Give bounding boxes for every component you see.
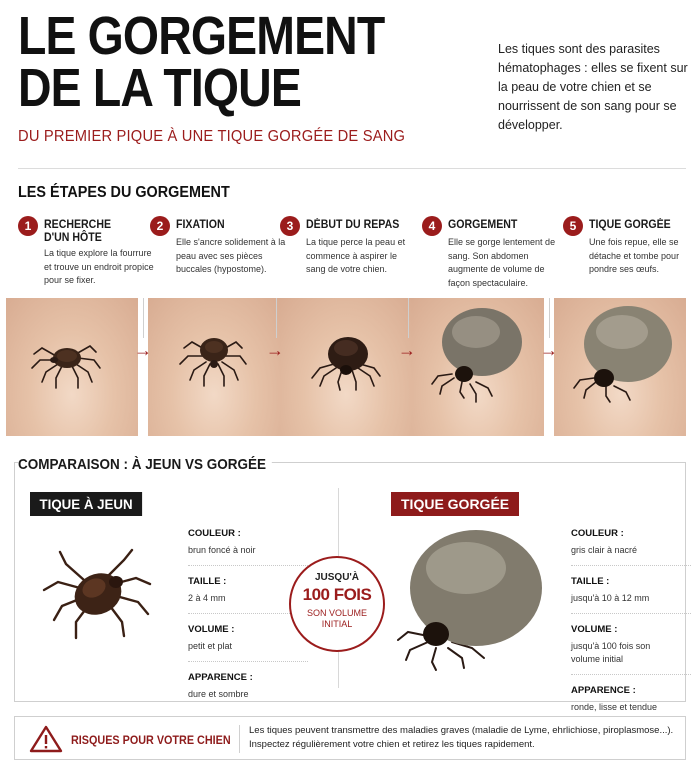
fasting-tick-image bbox=[36, 540, 166, 650]
spec-volume bbox=[571, 624, 691, 675]
volume-circle bbox=[289, 556, 385, 652]
steps-title: LES ÉTAPES DU GORGEMENT bbox=[18, 184, 230, 201]
spec-value: brun foncé à noir bbox=[188, 545, 256, 555]
spec-label: COULEUR : bbox=[188, 528, 241, 539]
spec-volume bbox=[188, 624, 308, 662]
step-description: Elle s'ancre solidement à la peau avec ses pièces buccales (hypostome). bbox=[176, 237, 286, 274]
spec-value: 2 à 4 mm bbox=[188, 593, 226, 603]
divider bbox=[18, 168, 686, 169]
step-4 bbox=[422, 214, 556, 290]
spec-label: VOLUME : bbox=[188, 624, 235, 635]
step-description: La tique perce la peau et commence à aspirer le sang de votre chien. bbox=[306, 237, 406, 274]
spec-value: dure et sombre bbox=[188, 689, 249, 699]
step-description: Elle se gorge lentement de sang. Son abdomen augmente de volume de façon spectaculaire. bbox=[448, 237, 556, 288]
arrow-right-icon: → bbox=[398, 340, 416, 360]
step-number: 1 bbox=[18, 216, 38, 236]
fasting-badge: TIQUE À JEUN bbox=[30, 492, 142, 516]
circle-line-1: JUSQU'À bbox=[314, 572, 360, 583]
intro-text: Les tiques sont des parasites hématophages : elles se fixent sur la peau de votre chien et se nourrissent de son sang pour se développer. bbox=[498, 42, 688, 132]
step-description: La tique explore la fourrure et trouve un endroit propice pour se fixer. bbox=[44, 248, 154, 285]
separator bbox=[408, 298, 409, 338]
step-title bbox=[44, 214, 140, 245]
step-title-line: D'UN HÔTE bbox=[44, 232, 102, 244]
spec-color bbox=[571, 528, 691, 566]
step-4-photo bbox=[412, 298, 544, 436]
separator bbox=[276, 298, 277, 338]
step-1 bbox=[18, 214, 154, 288]
spec-value: petit et plat bbox=[188, 641, 233, 651]
spec-appearance bbox=[188, 672, 308, 709]
step-2-photo bbox=[148, 298, 280, 436]
spec-value: jusqu'à 100 fois son volume initial bbox=[571, 641, 651, 664]
step-1-photo bbox=[6, 298, 138, 436]
step-5 bbox=[563, 214, 693, 277]
step-3 bbox=[280, 214, 410, 277]
step-number: 3 bbox=[280, 216, 300, 236]
step-description: Une fois repue, elle se détache et tombe pour pondre ses œufs. bbox=[589, 237, 680, 274]
spec-label: VOLUME : bbox=[571, 624, 618, 635]
comparison-title: COMPARAISON : À JEUN VS GORGÉE bbox=[18, 456, 271, 473]
step-2 bbox=[150, 214, 286, 277]
engorged-badge: TIQUE GORGÉE bbox=[391, 492, 519, 516]
page-subtitle: DU PREMIER PIQUE À UNE TIQUE GORGÉE DE SANG bbox=[18, 128, 406, 145]
risk-title: RISQUES POUR VOTRE CHIEN bbox=[71, 733, 231, 747]
arrow-right-icon: → bbox=[134, 340, 152, 360]
page-title bbox=[18, 6, 448, 118]
step-number: 5 bbox=[563, 216, 583, 236]
title-line-1: LE GORGEMENT bbox=[18, 6, 385, 66]
step-title: TIQUE GORGÉE bbox=[589, 219, 671, 231]
spec-size bbox=[571, 576, 691, 614]
circle-line-3: SON VOLUME INITIAL bbox=[306, 608, 367, 629]
spec-value: ronde, lisse et tendue bbox=[571, 702, 658, 712]
arrow-right-icon: → bbox=[266, 340, 284, 360]
engorged-specs bbox=[571, 528, 691, 732]
engorged-tick-image bbox=[392, 524, 548, 674]
step-title: FIXATION bbox=[176, 219, 225, 231]
header bbox=[18, 6, 448, 146]
step-5-photo bbox=[554, 298, 686, 436]
spec-label: APPARENCE : bbox=[571, 685, 636, 696]
step-number: 4 bbox=[422, 216, 442, 236]
circle-line-2: 100 FOIS bbox=[302, 585, 372, 604]
spec-label: COULEUR : bbox=[571, 528, 624, 539]
spec-label: APPARENCE : bbox=[188, 672, 253, 683]
fasting-specs bbox=[188, 528, 308, 719]
title-line-2: DE LA TIQUE bbox=[18, 58, 301, 118]
step-title-line: RECHERCHE bbox=[44, 219, 112, 231]
spec-label: TAILLE : bbox=[188, 576, 227, 587]
risk-text: Les tiques peuvent transmettre des maladies graves (maladie de Lyme, ehrlichiose, piroplasmose...). Inspectez régulièrement votre chien et retirez les tiques rapidement. bbox=[249, 725, 674, 750]
step-3-photo bbox=[280, 298, 412, 436]
risk-box bbox=[14, 716, 686, 760]
separator bbox=[549, 298, 550, 338]
step-number: 2 bbox=[150, 216, 170, 236]
risk-separator bbox=[239, 725, 240, 753]
step-title: GORGEMENT bbox=[448, 219, 518, 231]
arrow-right-icon: → bbox=[540, 340, 558, 360]
spec-color bbox=[188, 528, 308, 566]
spec-value: gris clair à nacré bbox=[571, 545, 638, 555]
separator bbox=[143, 298, 144, 338]
spec-label: TAILLE : bbox=[571, 576, 610, 587]
warning-triangle-icon bbox=[29, 725, 63, 753]
spec-value: jusqu'à 10 à 12 mm bbox=[571, 593, 650, 603]
step-title: DÉBUT DU REPAS bbox=[306, 219, 400, 231]
